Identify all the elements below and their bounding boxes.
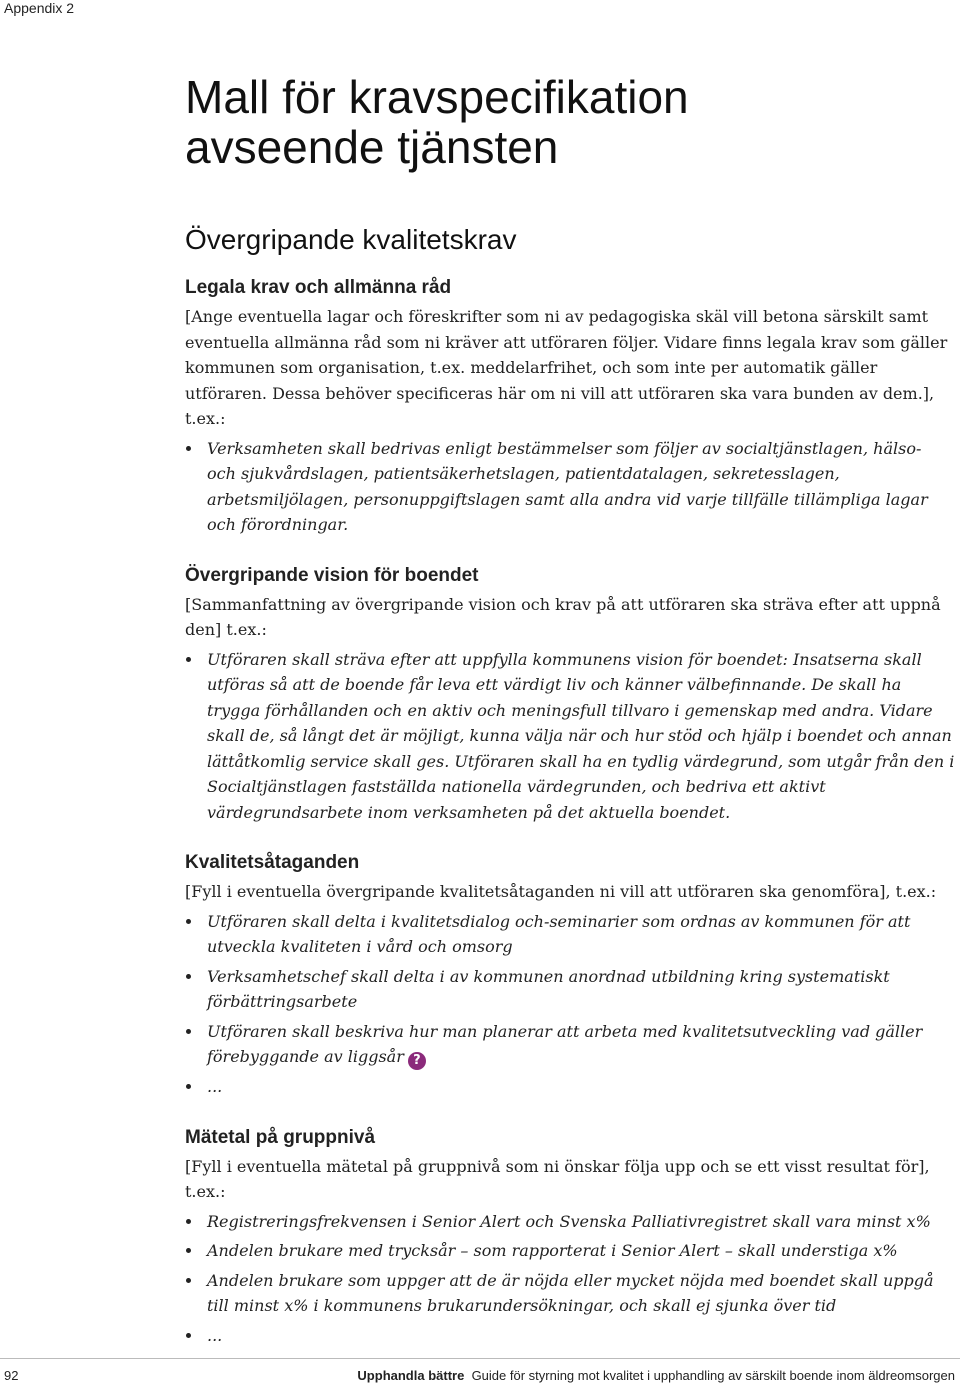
title-line-1: Mall för kravspecifikation (185, 71, 689, 123)
list-item: Andelen brukare med trycksår – som rapporterat i Senior Alert – skall understiga x% (185, 1238, 955, 1264)
appendix-label: Appendix 2 (4, 0, 75, 16)
legal-heading: Legala krav och allmänna råd (185, 277, 452, 298)
title-line-2: avseende tjänsten (185, 121, 559, 173)
list-item: ... (185, 1074, 955, 1100)
list-item: Verksamhetschef skall delta i av kommunen anordnad utbildning kring systematiskt förbättringsarbete (185, 964, 955, 1015)
document-body (185, 72, 955, 1348)
footer-text (357, 1368, 955, 1383)
measures-heading: Mätetal på gruppnivå (185, 1126, 376, 1148)
list-item (185, 1019, 955, 1071)
list-item: Utföraren skall sträva efter att uppfylla kommunens vision för boendet: Insatserna skall utföras så att de boende får leva ett värdigt liv och känner välbefinnande. De skall ha trygga förhållanden och en aktiv och meningsfull tillvaro i gemenskap med andra. Vidare skall de, så långt det är möjligt, kunna välja när och hur stöd och hjälp i boendet och annan lättåtkomlig service skall ges. Utföraren skall ha en tydlig värdegrund, som utgår från den i Socialtjänstlagen fastställda nationella värdegrunden, och bedriva ett aktivt värdegrundsarbete inom verksamheten på det aktuella boendet. (185, 647, 955, 826)
page-title (185, 72, 955, 172)
list-item: Utföraren skall delta i kvalitetsdialog och-seminarier som ordnas av kommunen för att utveckla kvaliteten i vård och omsorg (185, 909, 955, 960)
page-number: 92 (4, 1368, 19, 1383)
legal-bullet-list (185, 436, 955, 538)
footer-brand: Upphandla bättre (357, 1368, 465, 1383)
list-item-text: Utföraren skall beskriva hur man planerar att arbeta med kvalitetsutveckling vad gäller förebyggande av liggsår (207, 1021, 923, 1066)
list-item: Verksamheten skall bedrivas enligt bestämmelser som följer av socialtjänstlagen, hälso- och sjukvårdslagen, patientsäkerhetslagen, patientdatalagen, sekretesslagen, arbetsmiljölagen, personuppgiftslagen samt alla andra vid varje tillfälle tillämpliga lagar och förordningar. (185, 436, 955, 538)
vision-heading: Övergripande vision för boendet (185, 564, 479, 586)
vision-paragraph: [Sammanfattning av övergripande vision och krav på att utföraren ska sträva efter att uppnå den] t.ex.: (185, 594, 941, 639)
measures-bullet-list (185, 1209, 955, 1349)
vision-bullet-list (185, 647, 955, 826)
footer-divider (0, 1358, 960, 1359)
list-item: ... (185, 1323, 955, 1349)
commitments-heading: Kvalitetsåtaganden (185, 852, 360, 873)
footer-guide-title: Guide för styrning mot kvalitet i upphandling av särskilt boende inom äldreomsorgen (471, 1368, 955, 1383)
commitments-paragraph: [Fyll i eventuella övergripande kvalitetsåtaganden ni vill att utföraren ska genomföra], t.ex.: (185, 882, 937, 901)
commitments-bullet-list (185, 909, 955, 1100)
legal-paragraph: [Ange eventuella lagar och föreskrifter som ni av pedagogiska skäl vill betona särskilt samt eventuella allmänna råd som ni kräver att utföraren följer. Vidare finns legala krav som gäller kommunen som organisation, t.ex. meddelarfrihet, och som inte per automatik gäller utföraren. Dessa behöver specificeras här om ni vill att utföraren ska vara bunden av dem.], t.ex.: (185, 307, 948, 428)
list-item: Registreringsfrekvensen i Senior Alert och Svenska Palliativregistret skall vara minst x% (185, 1209, 955, 1235)
measures-paragraph: [Fyll i eventuella mätetal på gruppnivå som ni önskar följa upp och se ett visst resultat för], t.ex.: (185, 1156, 930, 1201)
question-icon[interactable]: ? (408, 1052, 426, 1070)
list-item: Andelen brukare som uppger att de är nöjda eller mycket nöjda med boendet skall uppgå till minst x% i kommunens brukarundersökningar, och skall ej sjunka över tid (185, 1268, 955, 1319)
section-heading: Övergripande kvalitetskrav (185, 224, 517, 255)
